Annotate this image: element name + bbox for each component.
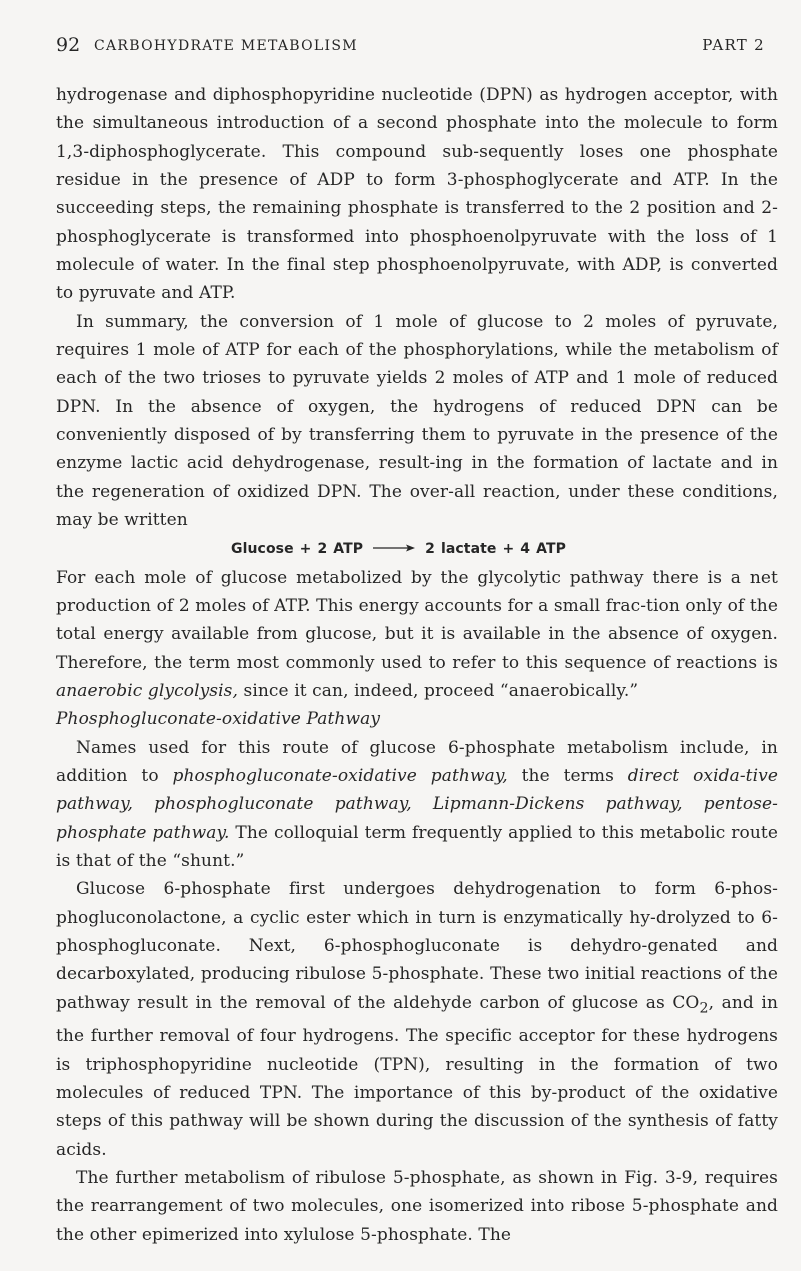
paragraph-atp-yield-end: since it can, indeed, proceed “anaerobically.”: [238, 680, 639, 701]
pathway-names-intro: Names used for this route of glucose 6-phosphate metabolism include, in addition to: [56, 737, 778, 786]
equation-reactants: Glucose + 2 ATP: [231, 540, 364, 557]
paragraph-ribulose-metabolism: The further metabolism of ribulose 5-phosphate, as shown in Fig. 3-9, requires the rearrangement of two molecules, one isomerized into ribose 5-phosphate and the other epimerized into xylulose 5-phosphate. The: [56, 1168, 778, 1245]
oxidative-steps-end: , and in the further removal of four hydrogens. The specific acceptor for these hydrogens is triphosphopyridine nucleotide (TPN), resulting in the formation of two molecules of reduced TPN. The importance of this by-product of the oxidative steps of this pathway will be shown during the discussion of the synthesis of fatty acids.: [56, 992, 778, 1160]
oxidative-steps-text: Glucose 6-phosphate first undergoes dehydrogenation to form 6-phos-phogluconolactone, a cyclic ester which in turn is enzymatically hy-drolyzed to 6-phosphogluconate. Next, 6-phosphogluconate is dehydro-genated and decarboxylated, producing ribulose 5-phosphate. These two initial reactions of the pathway result in the removal of the aldehyde carbon of glucose as CO: [56, 879, 778, 1013]
chapter-title: CARBOHYDRATE METABOLISM: [94, 38, 358, 54]
paragraph-summary: In summary, the conversion of 1 mole of glucose to 2 moles of pyruvate, requires 1 mole of ATP for each of the phosphorylations, while the metabolism of each of the two trioses to pyruvate yields 2 moles of ATP and 1 mole of reduced DPN. In the absence of oxygen, the hydrogens of reduced DPN can be conveniently disposed of by transferring them to pyruvate in the presence of the enzyme lactic acid dehydrogenase, result-ing in the formation of lactate and in the regeneration of oxidized DPN. The over-all reaction, under these conditions, may be written: [56, 311, 778, 531]
term-alternative-names: direct oxida-tive pathway, phosphogluconate pathway, Lipmann-Dickens pathway, pentose-phosphate pathway.: [56, 765, 779, 843]
equation-products: 2 lactate + 4 ATP: [425, 540, 566, 557]
page-number: 92: [56, 34, 81, 56]
pathway-names-end: The colloquial term frequently applied to this metabolic route is that of the “shunt.”: [56, 822, 779, 871]
pathway-names-middle: the terms: [507, 765, 628, 786]
term-phosphogluconate-oxidative: phosphogluconate-oxidative pathway,: [172, 765, 508, 786]
co2-subscript: 2: [699, 1000, 709, 1017]
running-head: [56, 34, 765, 60]
paragraph-atp-yield: [56, 564, 778, 706]
paragraph-oxidative-steps: [56, 875, 778, 1164]
right-arrow-icon: [373, 543, 415, 553]
section-heading: Phosphogluconate-oxidative Pathway: [56, 709, 381, 730]
part-label: PART 2: [702, 36, 765, 54]
paragraph-atp-yield-text: For each mole of glucose metabolized by the glycolytic pathway there is a net production of 2 moles of ATP. This energy accounts for a small frac-tion only of the total energy available from glucose, but it is available in the absence of oxygen. Therefore, the term most commonly used to refer to this sequence of reactions is: [56, 567, 778, 673]
paragraph-pathway-names: [56, 734, 778, 876]
overall-reaction-equation: [56, 535, 778, 564]
term-anaerobic-glycolysis: anaerobic glycolysis,: [56, 680, 238, 701]
body-text: [56, 81, 778, 1249]
paragraph-glycolysis-steps: hydrogenase and diphosphopyridine nucleotide (DPN) as hydrogen acceptor, with the simultaneous introduction of a second phosphate into the molecule to form 1,3-diphosphoglycerate. This compound sub-sequently loses one phosphate residue in the presence of ADP to form 3-phosphoglycerate and ATP. In the succeeding steps, the remaining phosphate is transferred to the 2 position and 2-phosphoglycerate is transformed into phosphoenolpyruvate with the loss of 1 molecule of water. In the final step phosphoenolpyruvate, with ADP, is converted to pyruvate and ATP.: [56, 85, 778, 304]
